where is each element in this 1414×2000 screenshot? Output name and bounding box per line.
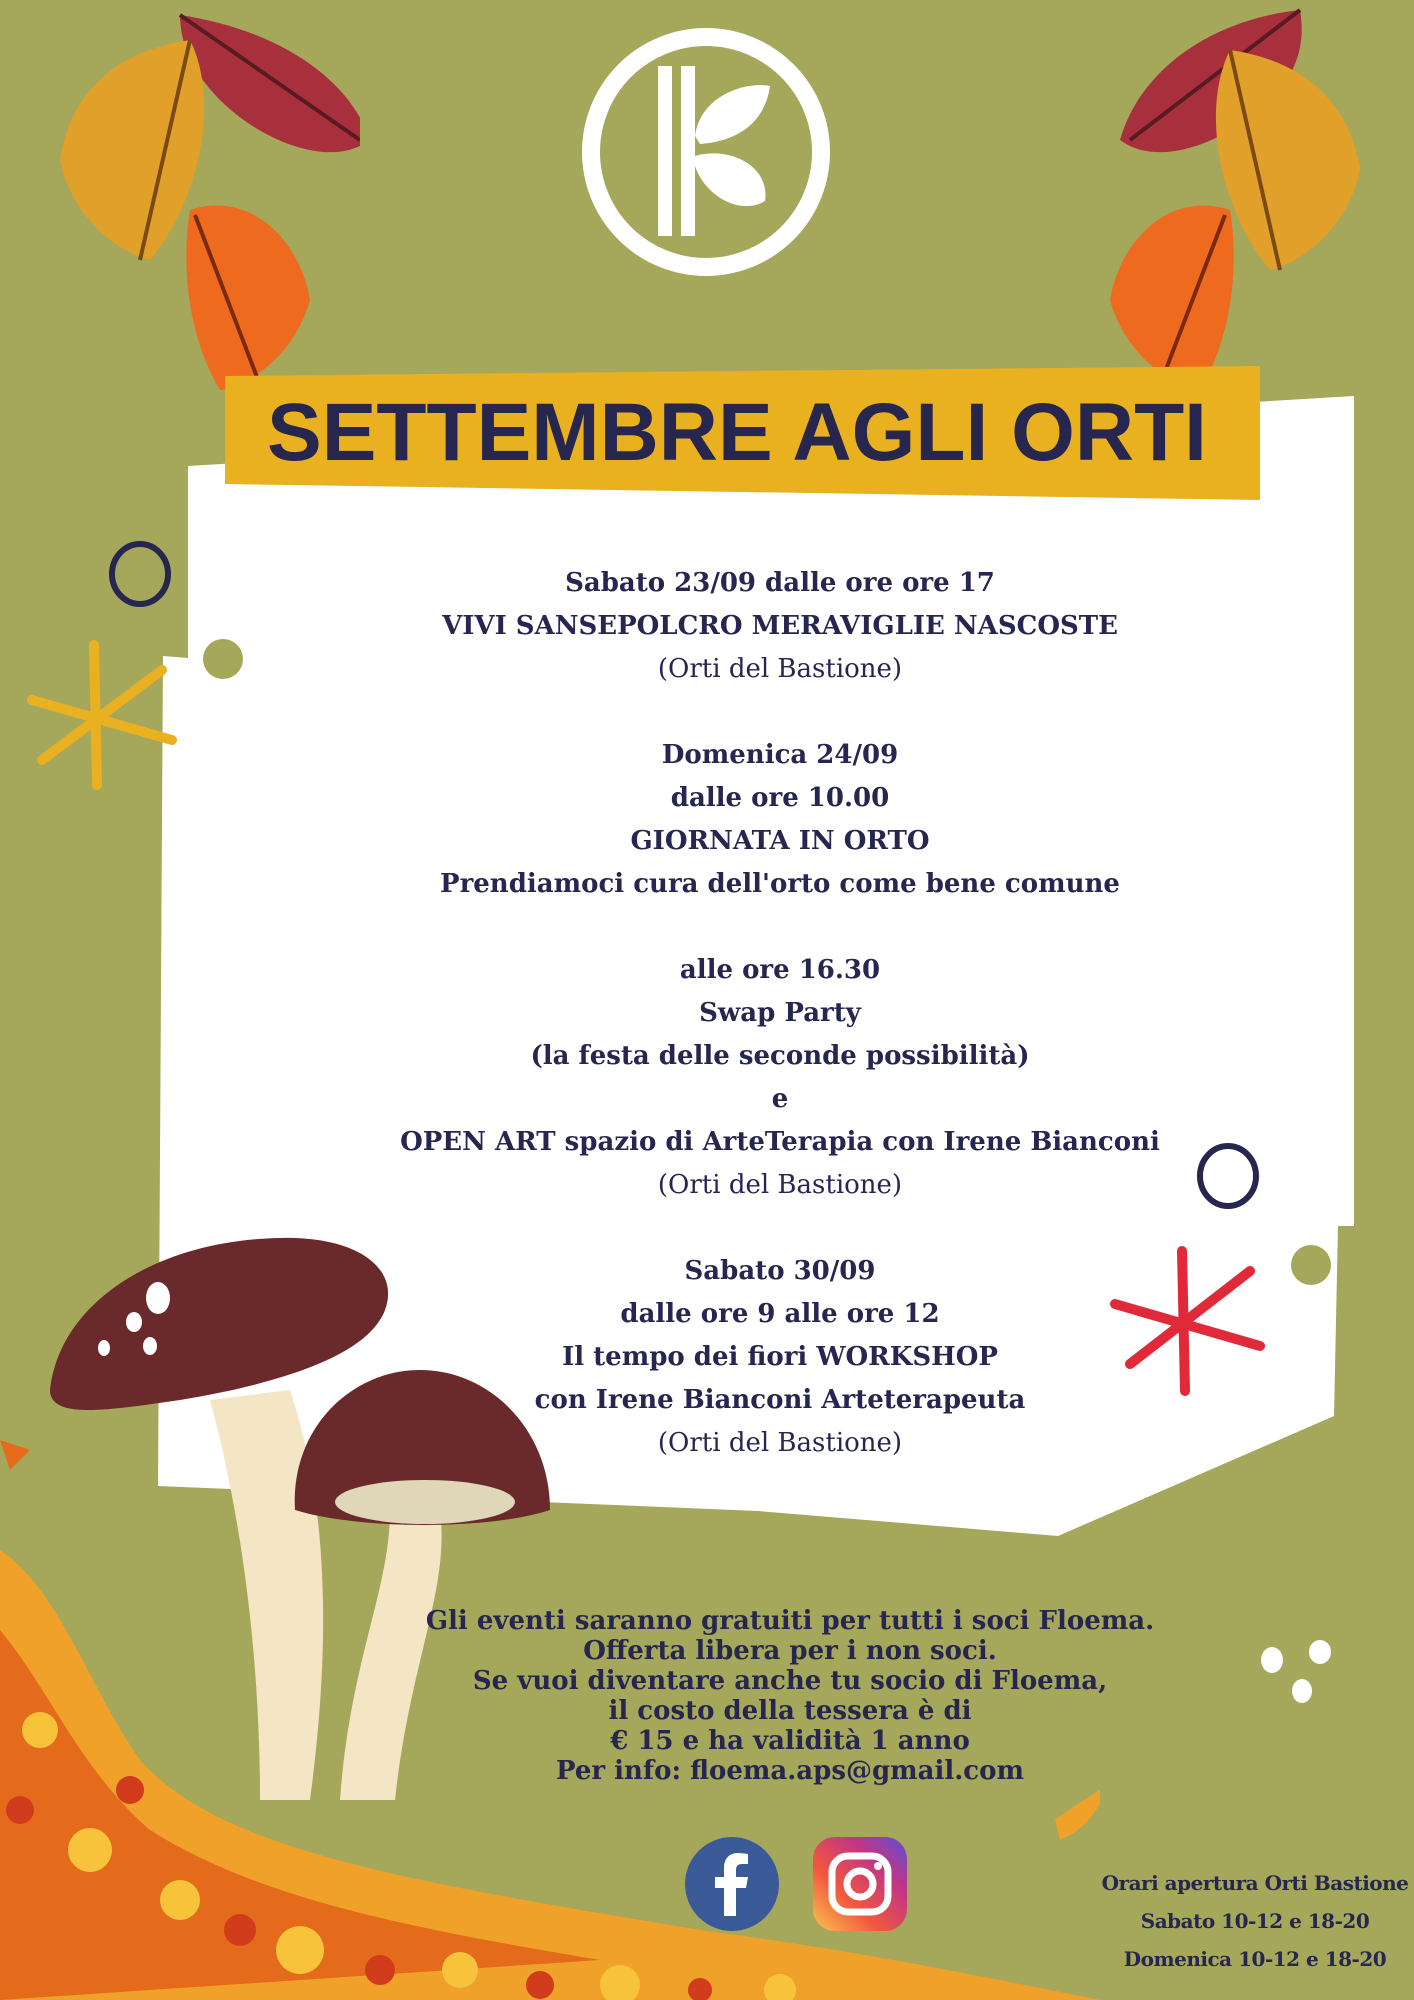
membership-info-line: Se vuoi diventare anche tu socio di Floema, [472, 1666, 1108, 1696]
dot-decoration-left [200, 636, 246, 682]
event-spacer [340, 691, 1220, 734]
event-line: dalle ore 10.00 [670, 783, 890, 813]
event-line: dalle ore 9 alle ore 12 [620, 1299, 940, 1329]
title-banner [225, 366, 1260, 500]
event-line: VIVI SANSEPOLCRO MERAVIGLIE NASCOSTE [442, 611, 1118, 641]
event-line: alle ore 16.30 [679, 955, 881, 985]
hours-sunday: Domenica 10-12 e 18-20 [1123, 1947, 1387, 1971]
event-line: Il tempo dei fiori WORKSHOP [562, 1342, 998, 1372]
event-line: e [771, 1084, 789, 1114]
facebook-icon [684, 1836, 780, 1932]
membership-info-line: Gli eventi saranno gratuiti per tutti i soci Floema. [425, 1606, 1155, 1636]
membership-info-line: Per info: floema.aps@gmail.com [556, 1756, 1024, 1786]
event-line: Domenica 24/09 [661, 740, 899, 770]
dot-decoration-right [1288, 1242, 1334, 1288]
instagram-icon [812, 1836, 908, 1932]
events-list [340, 562, 1220, 1465]
event-line: Sabato 23/09 dalle ore ore 17 [565, 568, 995, 598]
facebook-button[interactable] [684, 1836, 780, 1932]
membership-info [400, 1606, 1180, 1786]
opening-hours [1100, 1864, 1410, 1978]
event-line: OPEN ART spazio di ArteTerapia con Irene Bianconi [400, 1127, 1160, 1157]
page-title: SETTEMBRE AGLI ORTI [267, 387, 1207, 478]
event-line: con Irene Bianconi Arteterapeuta [534, 1385, 1026, 1415]
event-line: Sabato 30/09 [684, 1256, 876, 1286]
floema-logo [580, 26, 832, 278]
membership-info-line: il costo della tessera è di [608, 1696, 972, 1726]
event-line: Swap Party [699, 998, 861, 1028]
event-spacer [340, 906, 1220, 949]
white-dots-decoration [1256, 1636, 1336, 1706]
event-spacer [340, 1207, 1220, 1250]
instagram-button[interactable] [812, 1836, 908, 1932]
event-line: (Orti del Bastione) [657, 1428, 903, 1458]
event-line: (la festa delle seconde possibilità) [530, 1041, 1030, 1071]
asterisk-decoration-yellow [22, 640, 182, 790]
ring-decoration-left [104, 538, 176, 610]
event-line: GIORNATA IN ORTO [630, 826, 930, 856]
membership-info-line: € 15 e ha validità 1 anno [610, 1726, 970, 1756]
autumn-leaves-top-right [1050, 0, 1390, 390]
hours-title: Orari apertura Orti Bastione [1101, 1871, 1409, 1895]
event-line: (Orti del Bastione) [657, 1170, 903, 1200]
membership-info-line: Offerta libera per i non soci. [583, 1636, 997, 1666]
event-line: Prendiamoci cura dell'orto come bene comune [440, 869, 1120, 899]
autumn-leaves-top-left [30, 0, 360, 390]
hours-saturday: Sabato 10-12 e 18-20 [1140, 1909, 1370, 1933]
event-line: (Orti del Bastione) [657, 654, 903, 684]
